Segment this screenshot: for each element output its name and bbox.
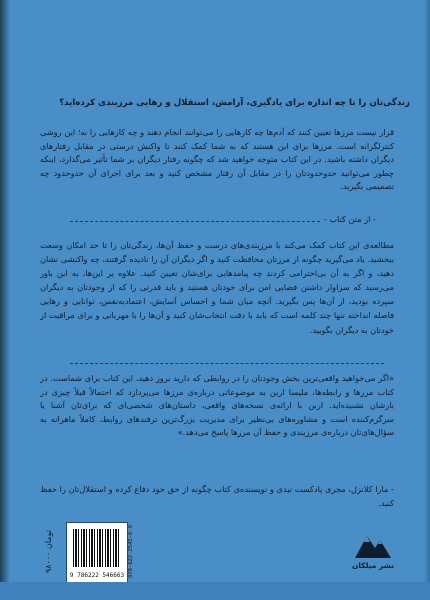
divider-dashed <box>70 363 384 364</box>
excerpt-source: - از متن کتاب - <box>323 214 376 224</box>
excerpt-paragraph: قرار نیست مرزها تعیین کنند که آدم‌ها چه کارهایی را می‌توانند انجام دهند و چه کارهایی را نه؛ این روشی کنترلگرانه است. مرزها برای این هستند که به شما کمک کنند تا واکنش درستی در مقابل رفتارهای دیگران داشته باشید. در این کتاب متوجه خواهید شد که چگونه رفتار دیگران بر شما تأثیر می‌گذارد، اینکه چطور می‌توانید حدوحدودتان را در مقابل آن رفتار مشخص کنید و بعد برای اجرای آن حدوحدود چه تصمیمی بگیرید. <box>40 127 394 192</box>
bottom-band <box>0 582 430 600</box>
publisher-name: نشر میلکان <box>351 561 395 570</box>
barcode-icon <box>73 529 119 567</box>
endorsement-quote: «اگر می‌خواهید واقعی‌ترین بخش وجودتان را در روابطی که دارید بروز دهید، این کتاب برای شماست. در کتاب مرزها و رابطه‌ها، ملیسا اربن به موضوعاتی درباره‌ی مرزها می‌پردازد که احتمالاً قبلاً چیزی در بارشان نشنیده‌اید. اربن با ارائه‌ی نسخه‌های واقعی، داستان‌های شخصی‌ای که برای‌تان آشنا یا سرگرم‌کننده است و مشاوره‌های بی‌نظیر برای مدیریت بزرگ‌ترین ترفندهای روابط، کاملاً ماهرانه به سؤال‌های‌تان درباره‌ی مرزبندی و حفظ آن مرزها پاسخ می‌دهد.» <box>40 373 394 438</box>
cover-question: زندگی‌تان را تا چه اندازه برای یادگیری، آرامش، استقلال و رهایی مرزبندی کرده‌اید؟ <box>59 98 410 108</box>
price-label: ۹۸۰۰۰ تومان <box>44 530 53 574</box>
spine-shadow <box>0 0 10 600</box>
page-edge <box>424 0 430 600</box>
barcode-digits: 9 786222 546663 <box>69 572 125 579</box>
publisher-logo <box>346 526 400 582</box>
mountain-logo-icon <box>353 526 393 560</box>
description-paragraph: مطالعه‌ی این کتاب کمک می‌کند با مرزبندی‌های درست و حفظ آن‌ها، زندگی‌تان را تا حد امکان وسعت ببخشید. یاد می‌گیرید چگونه از مرزتان محافظت کنید و اگر دیگران آن را نادیده گرفتند، چه واکنشی نشان دهید، و اگر به آن بی‌احترامی کردند چه پیامدهایی برای‌شان تعیین کنید. علاوه بر این‌ها، به این باور می‌رسید که سزاوار داشتن فضایی امن برای خودتان هستید و باید قدرتی را که از وجودتان به دیگران سپرده بودید، از آن‌ها پس بگیرید. آنچه میان شما و احساس آسایش، اعتمادبه‌نفس، توانایی و رهایی فاصله انداخته تنها چند کلمه است که باید با دقت انتخاب‌شان کنید و آن‌ها را با مهربانی و برای مراقبت از خودتان به دیگران بگویید. <box>40 240 394 335</box>
endorsement-author: - مارا کلانزل، مجری پادکست نیدی و نویسنده‌ی کتاب چگونه از حق خود دفاع کرده و استقلال‌تان را حفظ کنید. <box>40 484 394 508</box>
isbn: 978-622-2545-6-9 <box>128 525 134 579</box>
barcode <box>66 522 128 584</box>
divider-dashed <box>70 221 320 222</box>
